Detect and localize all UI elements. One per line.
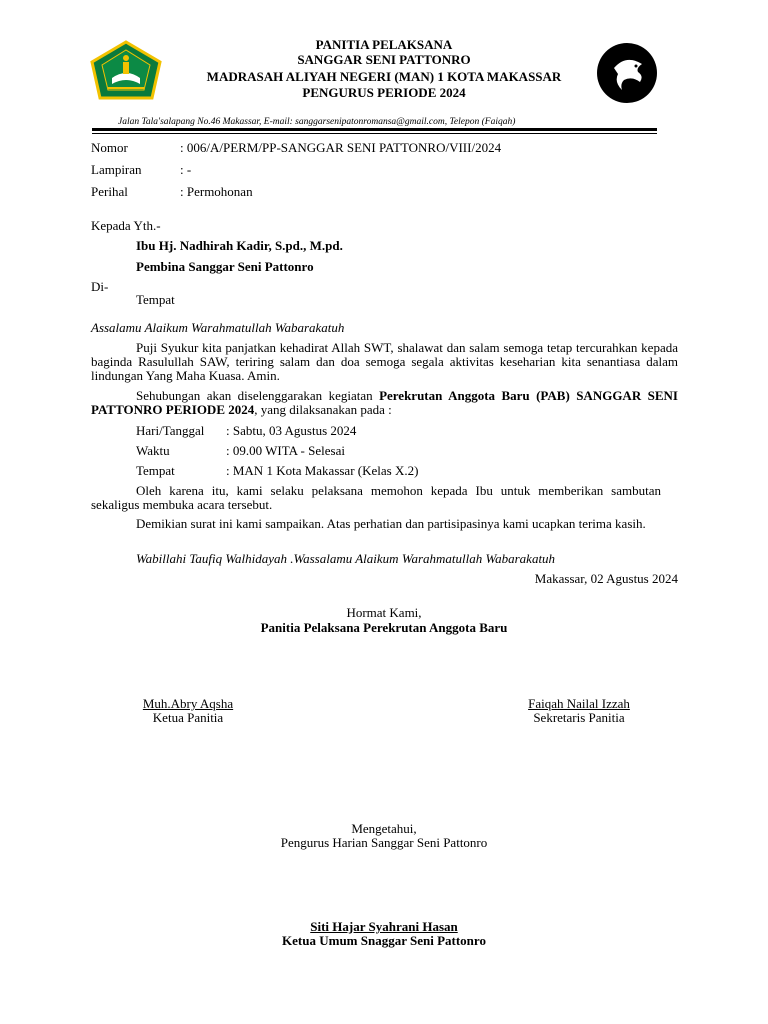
pengurus-text: Pengurus Harian Sanggar Seni Pattonro <box>280 835 488 850</box>
waktu-label: Waktu <box>136 443 170 458</box>
kepada-text: Kepada Yth.- <box>91 218 161 233</box>
header-address: Jalan Tala'salapang No.46 Makassar, E-mail: sanggarsenipatonromansa@gmail.com, Telepon (Faiqah) <box>118 117 516 127</box>
tempat-text: Tempat <box>136 292 175 307</box>
left-signer-name: Muh.Abry Aqsha <box>142 696 234 711</box>
paragraph-2-part-c: , yang dilaksanakan pada : <box>254 402 392 417</box>
header-rule-thin <box>92 133 657 134</box>
tempat-value: : MAN 1 Kota Makassar (Kelas X.2) <box>226 463 419 478</box>
committee-text: Panitia Pelaksana Perekrutan Anggota Baru <box>260 620 508 635</box>
header-rule-thick <box>92 128 657 131</box>
tempat-label: Tempat <box>136 463 175 478</box>
left-signer-title: Ketua Panitia <box>152 710 224 725</box>
di-text: Di- <box>91 279 109 294</box>
recipient-name: Ibu Hj. Nadhirah Kadir, S.pd., M.pd. <box>136 238 343 253</box>
greeting: Assalamu Alaikum Warahmatullah Wabarakatuh <box>91 320 345 335</box>
nomor-label: Nomor <box>91 140 128 155</box>
recipient-position: Pembina Sanggar Seni Pattonro <box>136 259 314 274</box>
hormat-text: Hormat Kami, <box>346 605 422 620</box>
header-line-3: MADRASAH ALIYAH NEGERI (MAN) 1 KOTA MAKASSAR <box>206 69 562 84</box>
right-signer-name: Faiqah Nailal Izzah <box>528 696 630 711</box>
header-line-4: PENGURUS PERIODE 2024 <box>302 85 466 100</box>
mengetahui-text: Mengetahui, <box>351 821 417 836</box>
header-line-1: PANITIA PELAKSANA <box>315 37 453 52</box>
waktu-value: : 09.00 WITA - Selesai <box>226 443 345 458</box>
lampiran-value: : - <box>180 162 192 177</box>
perihal-label: Perihal <box>91 184 128 199</box>
closing-greeting: Wabillahi Taufiq Walhidayah .Wassalamu Alaikum Warahmatullah Wabarakatuh <box>136 551 556 566</box>
paragraph-1: Puji Syukur kita panjatkan kehadirat Allah SWT, shalawat dan salam semoga tetap tercurahkan kepada baginda Rasulullah SAW, teriring salam dan doa semoga segala aktivitas keseharian kita senantiasa dalam lindungan Yang Maha Kuasa. Amin. <box>91 340 678 383</box>
chair-name: Siti Hajar Syahrani Hasan <box>310 919 458 934</box>
hari-value: : Sabtu, 03 Agustus 2024 <box>226 423 357 438</box>
right-signer-title: Sekretaris Panitia <box>533 710 625 725</box>
paragraph-2-event: Perekrutan Anggota Baru (PAB) SANGGAR SENI PATTONRO PERIODE 2024 <box>91 388 678 417</box>
paragraph-2 <box>91 389 678 417</box>
place-date: Makassar, 02 Agustus 2024 <box>534 571 678 586</box>
paragraph-4: Demikian surat ini kami sampaikan. Atas perhatian dan partisipasinya kami ucapkan terima kasih. <box>136 516 646 531</box>
lampiran-label: Lampiran <box>91 162 142 177</box>
paragraph-2-part-a: Sehubungan akan diselenggarakan kegiatan <box>136 388 380 403</box>
paragraph-3: Oleh karena itu, kami selaku pelaksana memohon kepada Ibu untuk memberikan sambutan sekaligus membuka acara tersebut. <box>91 483 661 512</box>
chair-title: Ketua Umum Snaggar Seni Pattonro <box>282 933 486 948</box>
header-line-2: SANGGAR SENI PATTONRO <box>297 52 471 67</box>
hari-label: Hari/Tanggal <box>136 423 205 438</box>
nomor-value: : 006/A/PERM/PP-SANGGAR SENI PATTONRO/VIII/2024 <box>180 140 502 155</box>
perihal-value: : Permohonan <box>180 184 253 199</box>
